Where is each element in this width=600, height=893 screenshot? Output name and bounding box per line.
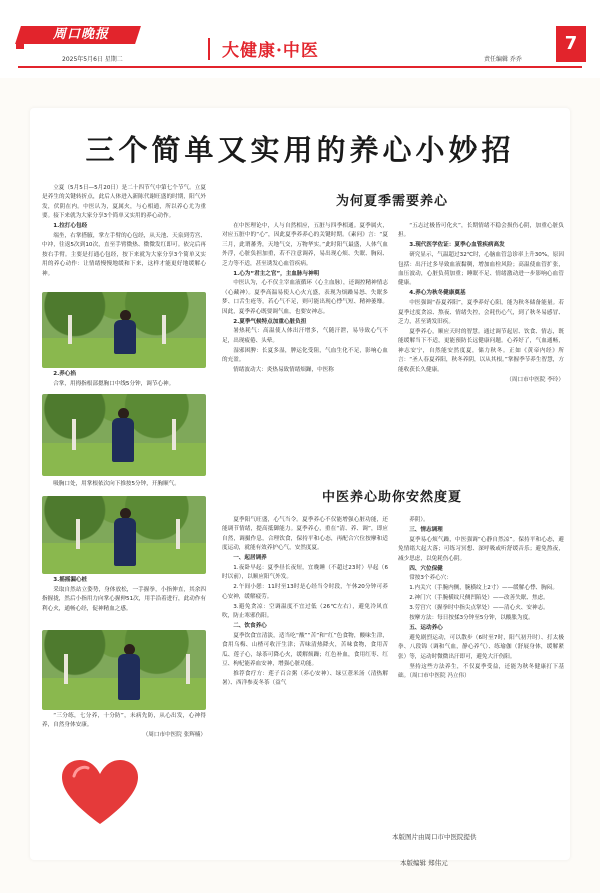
paragraph: 按摩方法：每日按揉3分钟至5分钟，以酸胀为度。 bbox=[409, 615, 534, 622]
paragraph-heading: 1.拉打心包经 bbox=[53, 223, 88, 230]
photo-fist-pose bbox=[42, 630, 206, 710]
paragraph: 情绪波动大：炎热易致情绪烦躁，中医称 bbox=[233, 367, 334, 374]
responsible-editor: 责任编辑 乔乔 bbox=[484, 56, 522, 63]
caption-fist-shake bbox=[42, 576, 206, 628]
paragraph: “五志过极皆可化火”，长期情绪不稳会损伤心阴，加重心脏负担。 bbox=[398, 223, 564, 239]
paragraph: 1.内关穴（手腕内侧，腕横纹上2寸）——缓解心悸、胸闷。 bbox=[409, 585, 558, 592]
photo-standing-pose bbox=[42, 496, 206, 574]
paragraph-heading: 3.摇摇漏心桩 bbox=[53, 577, 88, 583]
paragraph: 3.劳宫穴（握拳时中指尖点掌处）——清心火、安神志。 bbox=[409, 605, 549, 612]
caption-closing bbox=[42, 712, 206, 746]
paragraph-heading: 二、饮食养心 bbox=[233, 622, 267, 629]
section-heading-why: 为何夏季需要养心 bbox=[335, 194, 448, 209]
section-divider bbox=[208, 38, 210, 60]
byline: （周口市中医院 张辉楠） bbox=[142, 732, 206, 739]
intro-text bbox=[42, 184, 206, 288]
paragraph-heading: 一、起居调养 bbox=[233, 555, 267, 562]
paragraph: 常按3个养心穴： bbox=[409, 575, 452, 582]
paragraph: 夏季养心，顺应天时的智慧。通过调节起居、饮食、情志，既能缓解当下不适，更能预防长远健康问题。心养好了，气血通畅，神志安宁，自然能安然度夏，储力秋冬。正如《黄帝内经》所言：“圣人春夏养阳，秋冬养阴，以从其根。”掌握季节养生智慧，方能收获长久健康。 bbox=[398, 328, 564, 373]
photo-palms-together bbox=[42, 394, 206, 476]
section2-column1 bbox=[222, 516, 388, 808]
issue-date: 2025年5月6日 星期二 bbox=[62, 56, 123, 63]
designer-credit: 本版编辑 郑伟元 bbox=[400, 859, 448, 867]
caption-heart-press bbox=[42, 370, 206, 392]
header-rule bbox=[18, 66, 582, 68]
paragraph: 湿邪困脾：长夏多湿，脾运化受阻，气血生化不足，影响心血的充盈。 bbox=[222, 347, 388, 364]
caption: 吸胸口处，用掌根依次向下推按5分钟，开胸顺气。 bbox=[53, 481, 180, 487]
paragraph: 端坐，右掌搭腋，掌左手臂的心包经，从天池、天泉到劳宫、中冲，往返5次到10次，直至手臂微热、微微发红即可。依完后再按右手臂。主要是打通心包经，按下来就为大家分享3个简单又实用的养心动作：让情绪慢慢地缓和下来，这样才能更好地缓解心神。 bbox=[42, 233, 206, 277]
paragraph: 1.夜卧早起：夏季昼长夜短，宜晚睡（不超过23时）早起（6时以前），以顺应阳气外发。 bbox=[222, 565, 388, 581]
paragraph: 中医认为，心不仅主宰血液循环（心主血脉），还调控精神情志（心藏神）。夏季高温易使人心火亢盛，表现为烦躁易怒、失眠多梦、口舌生疮等，若心气不足，则可能出现心悸气短、精神萎靡。因此，夏季养心既要调气血，也要安神志。 bbox=[222, 280, 388, 315]
section1-column2 bbox=[398, 222, 564, 484]
paragraph: 3.避免贪凉：空调温度不宜过低（26℃左右），避免冷风直吹，防止寒邪伤阳。 bbox=[222, 603, 388, 620]
paragraph: 夏季阳气旺盛，心气当令。夏季养心不仅能增强心脏功能，还能调节情绪，提高抵御能力。夏季养心，重在“清、养、调”，即应自然，调摄作息，合理饮食，保持平和心态，再配合穴位按摩和适度运动，就能有效养护心气，安然度夏。 bbox=[222, 517, 388, 552]
caption: “三分练，七分养，十分防”，未病先防，从心出发，心神得养，自然身体安康。 bbox=[42, 713, 206, 729]
heart-icon bbox=[60, 758, 140, 828]
paragraph: 研究显示，气温超过32℃时，心脑血管急诊率上升30%，原因包括：出汗过多导致血液黏稠，增加血栓风险；高温使血管扩张，血压波动，心脏负荷加重；睡眠不足、情绪激动进一步影响心血管健康。 bbox=[398, 252, 564, 287]
paragraph: 在中医理论中，人与自然相应，五脏与四季相通。夏季属火，对应五脏中的“心”，因此夏季养养心的关键时期。《素问》言：“夏三月，此谓蕃秀，天地气交，万物华实。”此时阳气最盛，人体气血外浮，心脏负担加重，若不注意调养，易出现心烦、失眠、胸闷、乏力等不适，甚至诱发心血管疾病。 bbox=[222, 223, 388, 267]
paragraph-heading: 4.养心为秋冬健康奠基 bbox=[409, 290, 466, 297]
paragraph: 中医强调“春夏养阳”，夏季养好心阳，能为秋冬储备能量。若夏季过度贪凉、熬夜、情绪失控，会耗伤心气，到了秋冬易感冒、乏力，甚至诱发旧疾。 bbox=[398, 300, 564, 326]
paragraph: 立夏（5月5日—5月20日）是二十四节气中第七个节气。立夏是养生的关键转折点，此后人体进入新陈代谢旺盛的时期，阳气外发，伏阴在内。中医认为，夏属火，与心相通，所以养心尤为重要。接下来就为大家分享3个简单又实用的养心动作。 bbox=[42, 185, 206, 220]
photo-pericardium-tapping bbox=[42, 292, 206, 368]
page-number: 7 bbox=[556, 26, 586, 62]
paragraph: 2.神门穴（手腕横纹尺侧凹陷处）——改善失眠、焦虑。 bbox=[409, 595, 549, 602]
paragraph-heading: 3.现代医学佐证：夏季心血管疾病高发 bbox=[409, 242, 505, 249]
paragraph: 2.午间小憩：11时至13时是心经当令时段，午休20分钟可养心安神，缓解疲劳。 bbox=[222, 584, 388, 600]
paragraph: 暑热耗气：高温使人体出汗增多，气随汗泄，易导致心气不足，出现疲倦、头晕。 bbox=[222, 328, 388, 344]
masthead-title: 周口晚报 bbox=[52, 27, 109, 42]
paragraph: 避免剧烈运动，可以散步（6时至7时，阳气初升时）、打太极拳、八段锦（调和气血，静心养气）、练瑜伽（舒展身体，缓解紧张）等，运动时微微出汗即可，避免大汗伤阳。 bbox=[398, 634, 564, 660]
caption-chest-push bbox=[42, 480, 206, 492]
byline: （周口市中医院 李玲） bbox=[506, 376, 564, 383]
paragraph-heading: 三、情志调理 bbox=[409, 526, 443, 533]
paragraph-heading: 2.养心掐 bbox=[53, 371, 76, 377]
page-header bbox=[0, 0, 600, 78]
section-heading-tcm: 中医养心助你安然度夏 bbox=[321, 490, 462, 505]
paragraph-heading: 四、穴位保健 bbox=[409, 565, 443, 572]
paragraph-heading: 五、运动养心 bbox=[409, 624, 443, 631]
paragraph-heading: 1.心为“君主之官”，主血脉与神明 bbox=[233, 270, 320, 277]
section1-column1 bbox=[222, 222, 388, 484]
paragraph: 坚持这些方法养生，不仅夏季受益，还能为秋冬健康打下基础。（周口市中医院 冯立伟） bbox=[398, 663, 564, 679]
section2-column2 bbox=[398, 516, 564, 808]
caption: 合掌，用拇指根部摁胸口中线5分钟，调节心神。 bbox=[53, 380, 175, 387]
masthead-corner bbox=[16, 44, 24, 49]
paragraph-heading: 2.夏季气候特点加重心脏负担 bbox=[233, 318, 307, 325]
paragraph: 推荐食疗方：莲子百合粥（养心安神）、绿豆薏米汤（清热解暑）、西洋参麦冬茶（益气 bbox=[222, 671, 388, 687]
caption: 采取自然站立姿势，身体放松，一手握拳，小指伸直，其余四指握拢，然后小指用力向掌心握伸51次，用手沿着进行，此动作有利心火，通畅心经，促神精血之感。 bbox=[42, 586, 206, 612]
photo-credit: 本版图片由周口市中医院提供 bbox=[392, 833, 477, 841]
paragraph: 养阴）。 bbox=[409, 517, 429, 523]
paragraph: 夏季易心烦气躁，中医强调“心静自然凉”。保持平和心态，避免情绪大起大落；可练习冥想、深呼吸或听舒缓音乐；避免熬夜，减少思虑，以免耗伤心阴。 bbox=[398, 536, 564, 562]
section-name: 大健康·中医 bbox=[222, 41, 319, 61]
article-title: 三个简单又实用的养心小妙招 bbox=[85, 133, 515, 167]
paragraph: 夏季饮食宜清淡，适当吃“酸”“苦”和“红”色食物，酸味生津，食用乌梅、山楂可收汗生津；苦味清热降火，苦味食物，食用苦瓜、莲子心，绿茶可降心火，缓解烦躁；红色补血，食用红枣、红豆、枸杞能养血安神，增强心脏功能。 bbox=[222, 632, 388, 668]
